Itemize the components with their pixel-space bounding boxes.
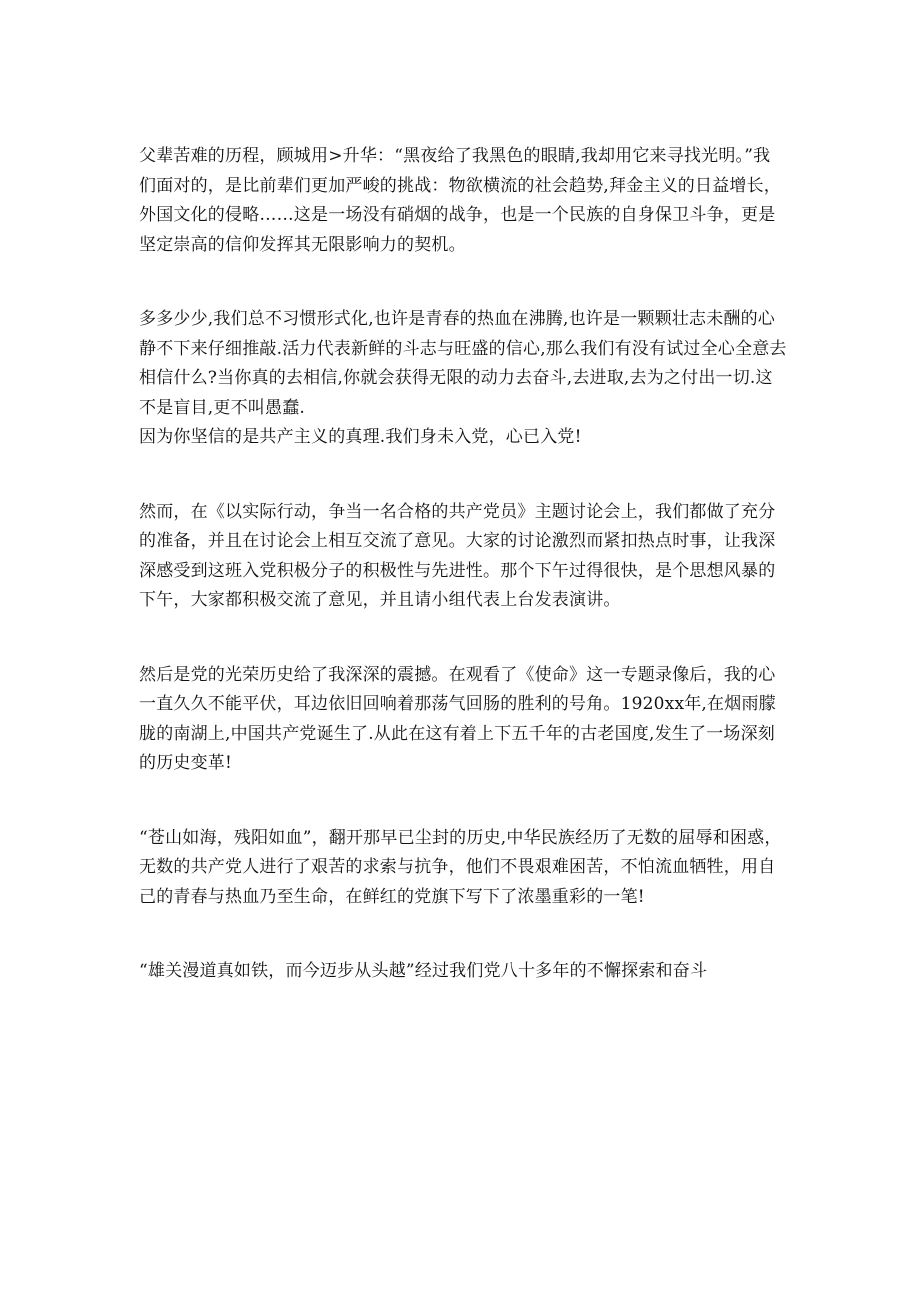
document-body — [139, 142, 787, 987]
paragraph-6: “雄关漫道真如铁，而今迈步从头越”经过我们党八十多年的不懈探索和奋斗 — [139, 961, 708, 981]
paragraph-5: “苍山如海，残阳如血”，翻开那早已尘封的历史,中华民族经历了无数的屈辱和困惑，无数的共产党人进行了艰苦的求索与抗争，他们不畏艰难困苦，不怕流血牺牲，用自己的青春与热血乃至生命，在鲜红的党旗下写下了浓墨重彩的一笔! — [139, 827, 782, 907]
paragraph-3: 然而，在《以实际行动，争当一名合格的共产党员》主题讨论会上，我们都做了充分的准备，并且在讨论会上相互交流了意见。大家的讨论激烈而紧扣热点时事，让我深深感受到这班入党积极分子的积极性与先进性。那个下午过得很快，是个思想风暴的下午，大家都积极交流了意见，并且请小组代表上台发表演讲。 — [139, 501, 776, 610]
paragraph-1: 父辈苦难的历程，顾城用>升华：“黑夜给了我黑色的眼睛,我却用它来寻找光明。”我们面对的，是比前辈们更加严峻的挑战：物欲横流的社会趋势,拜金主义的日益增长，外国文化的侵略……这是一场没有硝烟的战争，也是一个民族的自身保卫斗争，更是坚定崇高的信仰发挥其无限影响力的契机。 — [139, 146, 782, 255]
paragraph-2: 多多少少,我们总不习惯形式化,也许是青春的热血在沸腾,也许是一颗颗壮志未酬的心静不下来仔细推敲.活力代表新鲜的斗志与旺盛的信心,那么我们有没有试过全心全意去相信什么?当你真的去相信,你就会获得无限的动力去奋斗,去进取,去为之付出一切.这不是盲目,更不叫愚蠢. 因为你坚信的是共产主义的真理.我们身未入党，心已入党! — [139, 309, 787, 447]
paragraph-4: 然后是党的光荣历史给了我深深的震撼。在观看了《使命》这一专题录像后，我的心一直久久不能平伏，耳边依旧回响着那荡气回肠的胜利的号角。1920xx年,在烟雨朦胧的南湖上,中国共产党诞生了.从此在这有着上下五千年的古老国度,发生了一场深刻的历史变革! — [139, 664, 776, 773]
